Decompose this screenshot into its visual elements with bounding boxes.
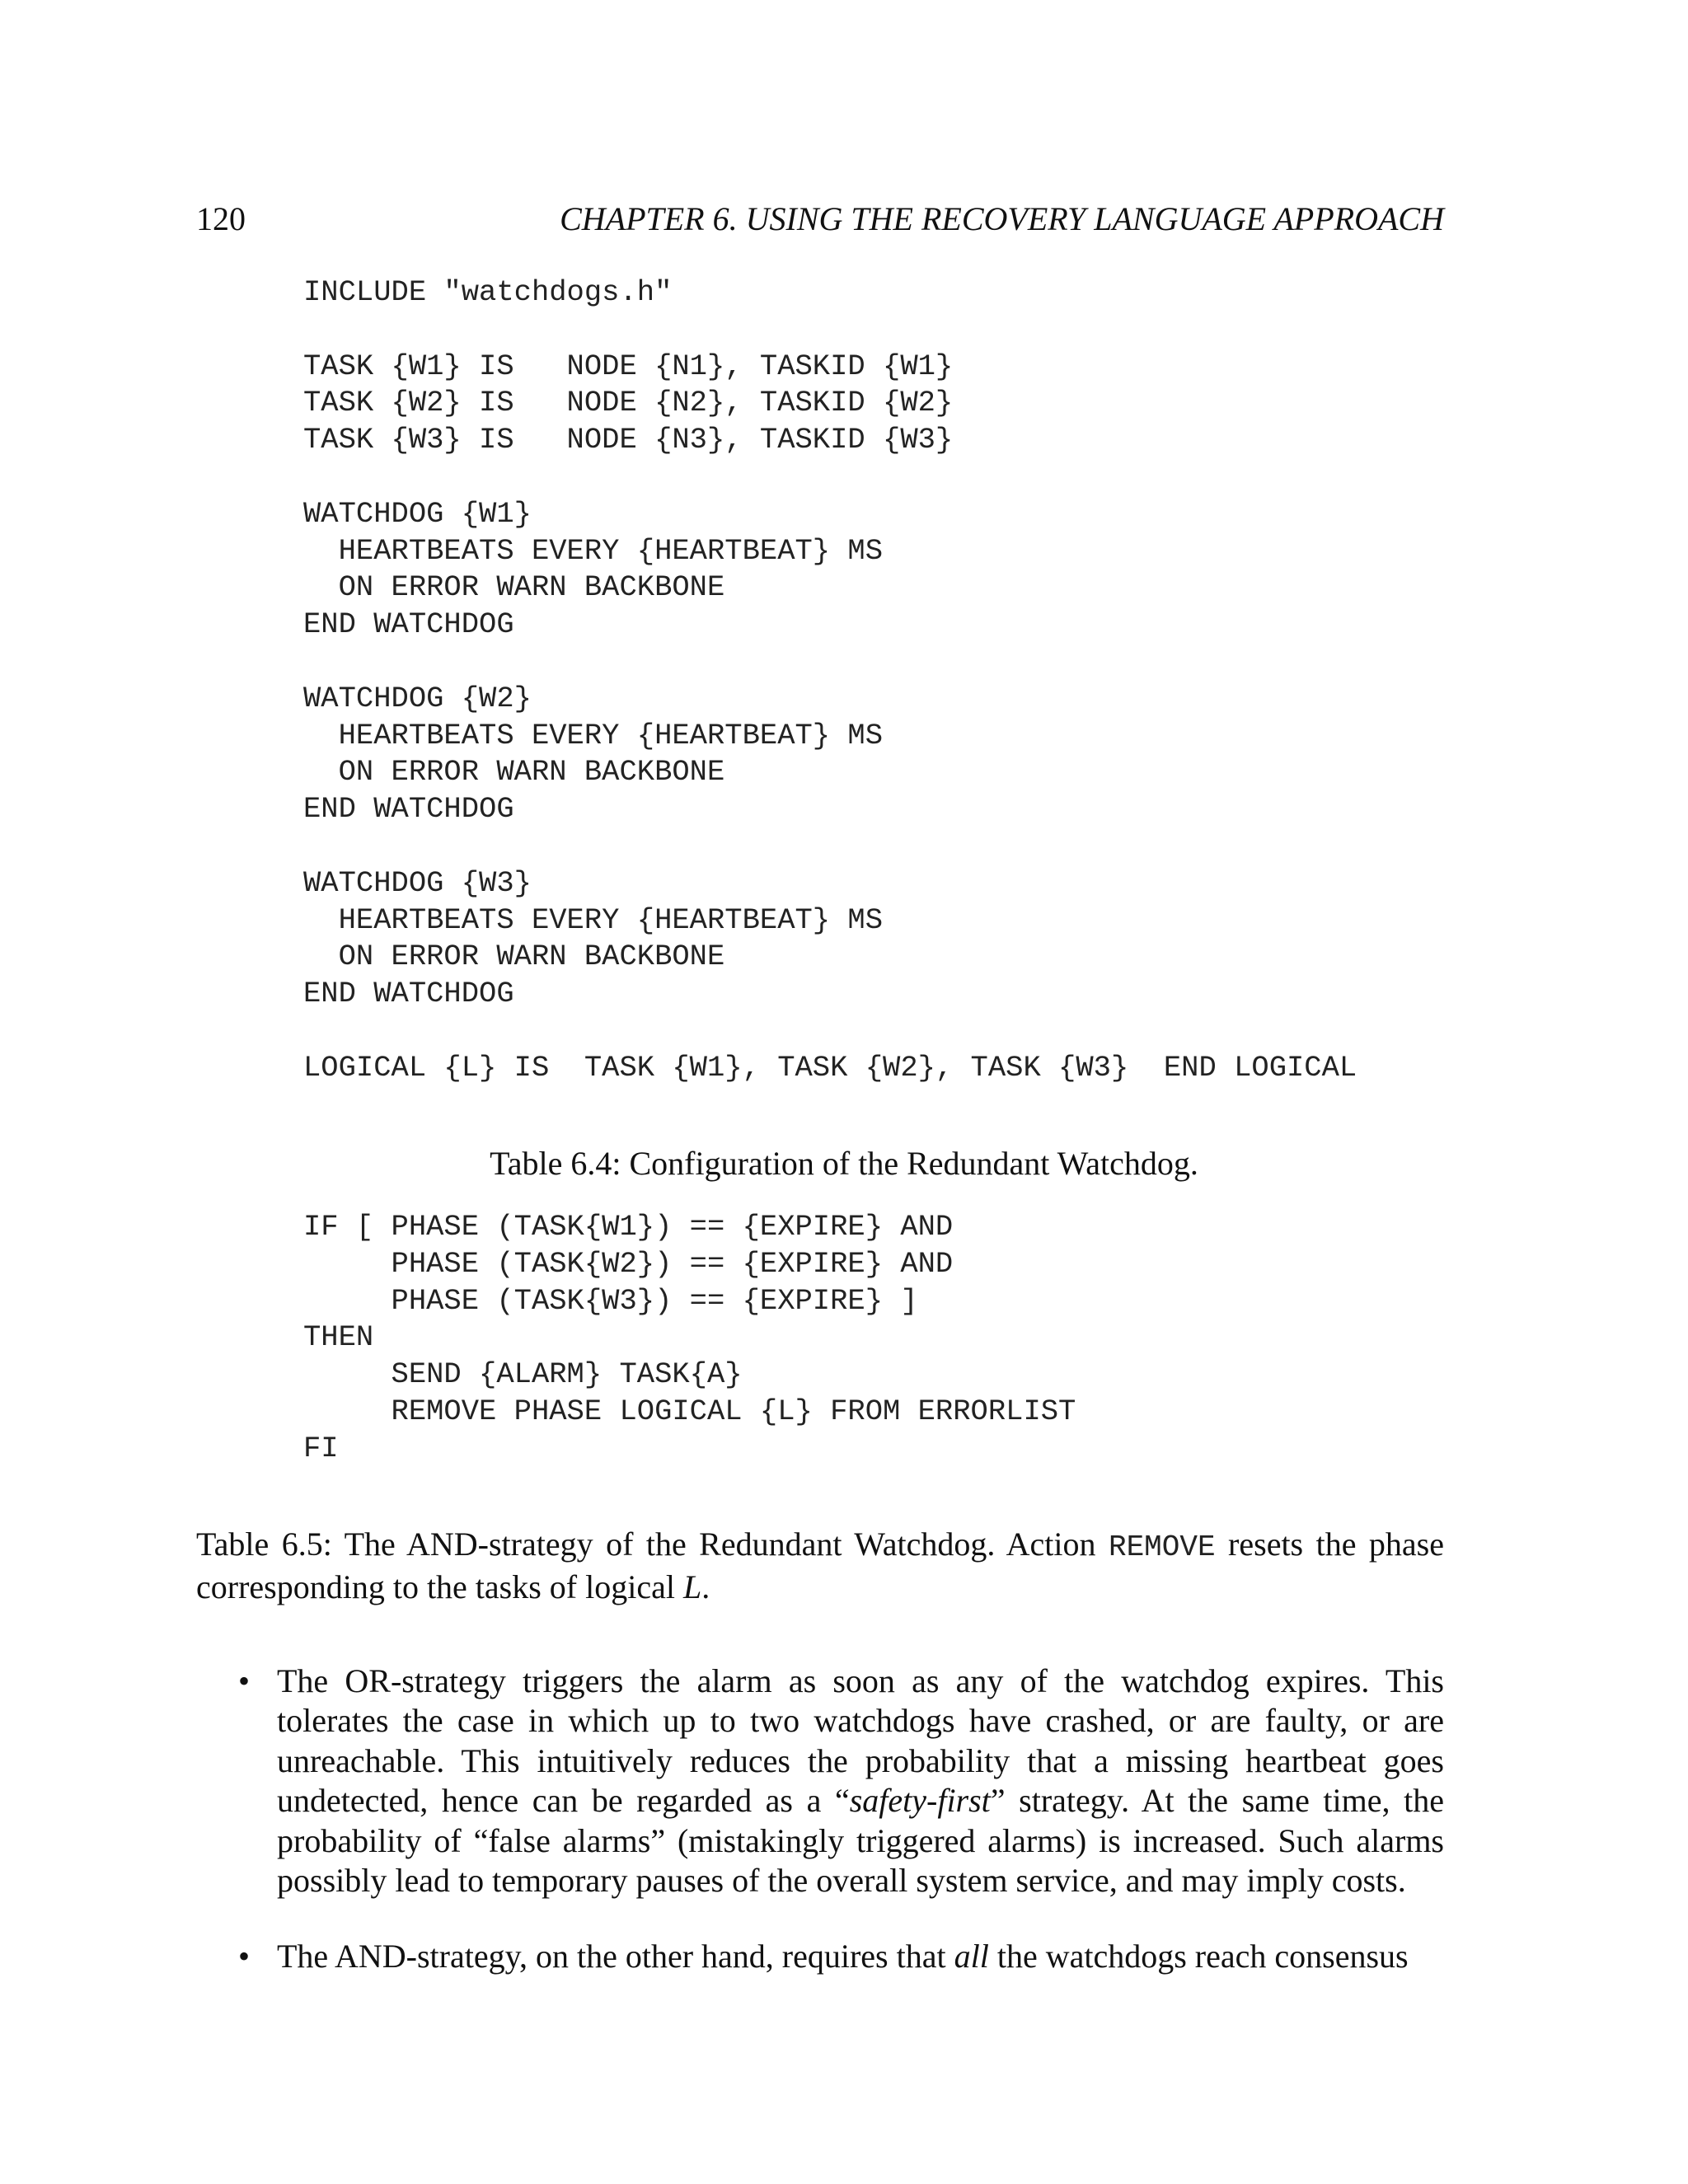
bullet-text: The AND-strategy, on the other hand, requires that — [277, 1938, 954, 1975]
bullet-mark: • — [238, 1938, 251, 1975]
bullet-mark: • — [238, 1662, 251, 1699]
caption-text-middle: resets the phase corresponding to the tasks of logical — [196, 1526, 1444, 1605]
page-header — [196, 196, 1444, 242]
bullet-emphasis: all — [954, 1938, 989, 1975]
bullet-or-strategy — [196, 1661, 1444, 1900]
bullet-text: The OR-strategy triggers the alarm as soon as any of the watchdog expires. This tolerates the case in which up to two watchdogs have crashed, or are faulty, or are unreachable. This intuitively reduces the probability that a missing heartbeat goes undetected, hence can be regarded as a “ — [277, 1662, 1444, 1820]
bullet-text: ” strategy. At the same time, the probability of “false alarms” (mistakingly triggered alarms) is increased. Such alarms possibly lead to temporary pauses of the overall system service, and may imply costs. — [277, 1782, 1444, 1900]
bullet-emphasis: safety-first — [849, 1782, 991, 1820]
caption-text-after: . — [701, 1568, 710, 1605]
table-6-5-caption — [196, 1525, 1444, 1607]
bullet-and-strategy — [196, 1937, 1444, 1976]
caption-text-before: Table 6.5: The AND-strategy of the Redundant Watchdog. Action — [196, 1526, 1109, 1563]
bullet-text: the watchdogs reach consensus — [988, 1938, 1409, 1975]
page-number: 120 — [196, 200, 246, 237]
configuration-code-listing: INCLUDE "watchdogs.h" TASK {W1} IS NODE {N1}, TASKID {W1} TASK {W2} IS NODE {N2}, TASKID {W2} TASK {W3} IS NODE {N3}, TASKID {W3} WATCHDOG {W1} HEARTBEATS EVERY {HEARTBEAT} MS ON ERROR WARN BACKBONE END WATCHDOG WATCHDOG {W2} HEARTBEATS EVERY {HEARTBEAT} MS ON ERROR WARN BACKBONE END WATCHDOG WATCHDOG {W3} HEARTBEATS EVERY {HEARTBEAT} MS ON ERROR WARN BACKBONE END WATCHDOG LOGICAL {L} IS TASK {W1}, TASK {W2}, TASK {W3} END LOGICAL — [303, 275, 1357, 1085]
table-6-4-caption — [0, 1144, 1688, 1183]
table-6-4-caption-text: Table 6.4: Configuration of the Redundant Watchdog. — [490, 1145, 1198, 1182]
caption-code-remove: REMOVE — [1108, 1530, 1216, 1564]
caption-math-l: L — [682, 1568, 702, 1605]
strategy-bullet-list — [196, 1661, 1444, 2013]
and-strategy-code-listing: IF [ PHASE (TASK{W1}) == {EXPIRE} AND PHASE (TASK{W2}) == {EXPIRE} AND PHASE (TASK{W3}) == {EXPIRE} ] THEN SEND {ALARM} TASK{A} REMOVE PHASE LOGICAL {L} FROM ERRORLIST FI — [303, 1210, 1076, 1465]
running-head: CHAPTER 6. USING THE RECOVERY LANGUAGE APPROACH — [560, 200, 1444, 237]
